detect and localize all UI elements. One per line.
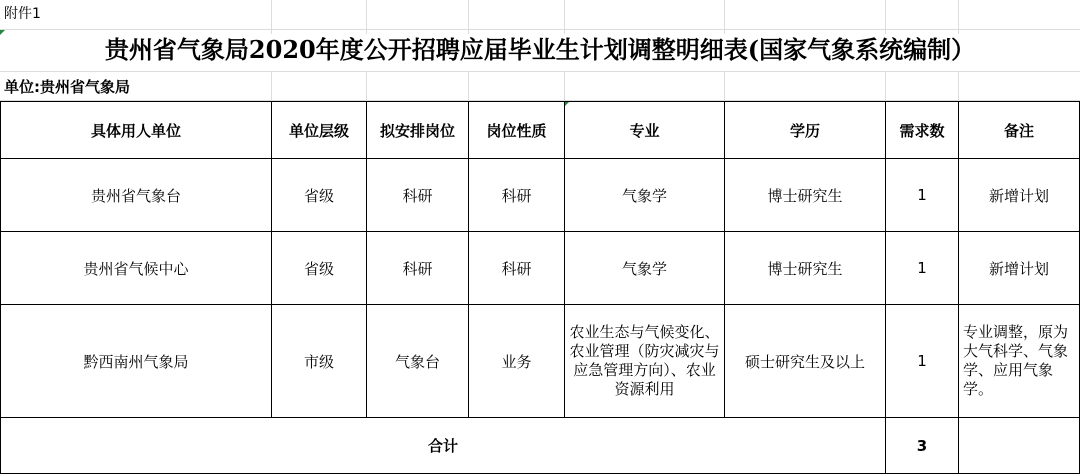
table-row	[1, 159, 1080, 232]
cell-position-type: 业务	[469, 305, 565, 418]
cell-education: 硕士研究生及以上	[725, 305, 886, 418]
cell-quantity: 1	[886, 232, 959, 305]
table-header-row	[1, 102, 1080, 159]
header-remarks: 备注	[959, 102, 1080, 159]
cell-level: 省级	[272, 159, 367, 232]
cell-education: 博士研究生	[725, 232, 886, 305]
cell-quantity: 1	[886, 305, 959, 418]
cell-remarks: 新增计划	[959, 159, 1080, 232]
cell-remarks: 专业调整，原为大气科学、气象学、应用气象学。	[959, 305, 1080, 418]
header-position: 拟安排岗位	[367, 102, 469, 159]
unit-label: 单位:贵州省气象局	[4, 78, 130, 96]
cell-quantity: 1	[886, 159, 959, 232]
cell-level: 市级	[272, 305, 367, 418]
header-quantity: 需求数	[886, 102, 959, 159]
total-label: 合计	[1, 418, 886, 474]
cell-employer: 黔西南州气象局	[1, 305, 272, 418]
table-row	[1, 232, 1080, 305]
header-position-type: 岗位性质	[469, 102, 565, 159]
cell-education: 博士研究生	[725, 159, 886, 232]
header-level: 单位层级	[272, 102, 367, 159]
recruitment-table	[0, 101, 1080, 474]
cell-level: 省级	[272, 232, 367, 305]
table-total-row	[1, 418, 1080, 474]
cell-employer: 贵州省气候中心	[1, 232, 272, 305]
cell-position-type: 科研	[469, 159, 565, 232]
header-education: 学历	[725, 102, 886, 159]
total-value: 3	[886, 418, 959, 474]
cell-position: 气象台	[367, 305, 469, 418]
total-remarks-empty	[959, 418, 1080, 474]
header-major: 专业	[565, 102, 725, 159]
cell-position-type: 科研	[469, 232, 565, 305]
table-row	[1, 305, 1080, 418]
cell-remarks: 新增计划	[959, 232, 1080, 305]
page-title: 贵州省气象局2020年度公开招聘应届毕业生计划调整明细表(国家气象系统编制）	[104, 35, 976, 64]
attachment-label: 附件1	[4, 6, 41, 22]
cell-major: 气象学	[565, 232, 725, 305]
cell-position: 科研	[367, 159, 469, 232]
cell-employer: 贵州省气象台	[1, 159, 272, 232]
cell-position: 科研	[367, 232, 469, 305]
cell-major: 气象学	[565, 159, 725, 232]
header-employer: 具体用人单位	[1, 102, 272, 159]
cell-major: 农业生态与气候变化、农业管理（防灾减灾与应急管理方向）、农业资源利用	[565, 305, 725, 418]
